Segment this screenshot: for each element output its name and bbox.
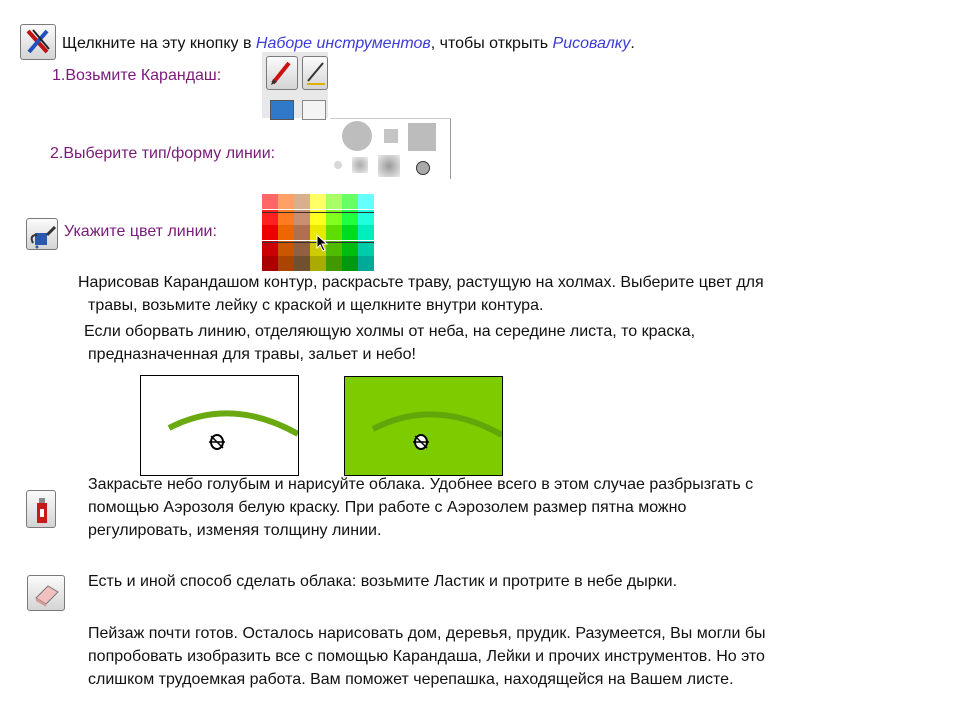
- color-swatch[interactable]: [326, 194, 342, 209]
- shape-soft-square-large[interactable]: [378, 155, 400, 177]
- fill-tool-button[interactable]: [26, 218, 58, 250]
- color-swatch[interactable]: [294, 194, 310, 209]
- color-swatch[interactable]: [294, 256, 310, 271]
- step-2-label: 2.Выберите тип/форму линии:: [50, 145, 276, 162]
- color-swatch[interactable]: [342, 256, 358, 271]
- spray-can-icon: [29, 493, 55, 527]
- shape-selected-circle[interactable]: [416, 161, 430, 175]
- shape-soft-dot[interactable]: [334, 161, 342, 169]
- color-swatch[interactable]: [342, 241, 358, 256]
- paragraph-finish: Пейзаж почти готов. Осталось нарисовать дом, деревья, прудик. Разумеется, Вы могли бы попробовать изобразить все с помощью Карандаша, Лейки и прочих инструментов. Но это слишком трудоемкая работа. Вам поможет черепашка, находящейся на Вашем листе.: [88, 625, 766, 688]
- turtle-icon: [209, 435, 225, 449]
- color-swatch[interactable]: [278, 194, 294, 209]
- tool-button[interactable]: [302, 100, 326, 120]
- watering-can-icon: [29, 221, 57, 249]
- pencil-icon: [269, 59, 295, 87]
- intro-text: Щелкните на эту кнопку в Наборе инструментов, чтобы открыть Рисовалку.: [62, 35, 635, 52]
- hill-line-flooded: [345, 377, 502, 475]
- color-swatch[interactable]: [294, 225, 310, 240]
- mouse-cursor-icon: [316, 234, 330, 252]
- color-swatch[interactable]: [262, 256, 278, 271]
- color-swatch[interactable]: [342, 225, 358, 240]
- spray-tool-button[interactable]: [26, 490, 56, 528]
- pen-icon: [305, 59, 327, 87]
- toolset-link: Наборе инструментов: [255, 35, 431, 52]
- color-swatch[interactable]: [278, 225, 294, 240]
- turtle-icon: [413, 435, 429, 449]
- paragraph-pencil-outline: Нарисовав Карандашом контур, раскрасьте траву, растущую на холмах. Выберите цвет для травы, возьмите лейку с краской и щелкните внутри контура.: [78, 274, 764, 314]
- paragraph-spray: Закрасьте небо голубым и нарисуйте облака. Удобнее всего в этом случае разбрызгать с помощью Аэрозоля белую краску. При работе с Аэрозолем размер пятна можно регулировать, изменяя толщину линии.: [88, 476, 754, 539]
- color-swatch[interactable]: [262, 241, 278, 256]
- color-swatch[interactable]: [278, 256, 294, 271]
- shape-large-circle[interactable]: [342, 121, 372, 151]
- color-swatch[interactable]: [358, 256, 374, 271]
- step-3-label: Укажите цвет линии:: [64, 223, 217, 240]
- paint-app-button[interactable]: [20, 24, 56, 60]
- step-1-label: 1.Возьмите Карандаш:: [52, 67, 222, 84]
- example-green-sheet: [344, 376, 503, 476]
- color-swatch[interactable]: [326, 256, 342, 271]
- color-swatch[interactable]: [310, 256, 326, 271]
- color-swatch[interactable]: [294, 241, 310, 256]
- pencil-tool-panel: [262, 52, 328, 118]
- paint-app-link: Рисовалку: [552, 35, 631, 52]
- color-swatch[interactable]: [358, 241, 374, 256]
- color-swatch[interactable]: [262, 225, 278, 240]
- paragraph-eraser: Есть и иной способ сделать облака: возьмите Ластик и протрите в небе дырки.: [88, 573, 678, 590]
- shape-large-square[interactable]: [408, 123, 436, 151]
- pencil-tool-button[interactable]: [266, 56, 298, 90]
- shape-small-square[interactable]: [384, 129, 398, 143]
- eraser-icon: [30, 578, 64, 610]
- hill-line-drawing: [141, 376, 298, 475]
- blue-tool-button[interactable]: [270, 100, 294, 120]
- paragraph-broken-line: Если оборвать линию, отделяющую холмы от неба, на середине листа, то краска, предназначенная для травы, зальет и небо!: [84, 323, 696, 363]
- color-swatch[interactable]: [262, 194, 278, 209]
- color-swatch[interactable]: [342, 194, 358, 209]
- draw-tool-button[interactable]: [302, 56, 328, 90]
- eraser-tool-button[interactable]: [27, 575, 65, 611]
- brushes-icon: [23, 27, 53, 57]
- palette-divider: [262, 212, 374, 213]
- shape-soft-square-small[interactable]: [352, 157, 368, 173]
- color-swatch[interactable]: [278, 241, 294, 256]
- color-swatch[interactable]: [310, 194, 326, 209]
- color-swatch[interactable]: [358, 225, 374, 240]
- example-white-sheet: [140, 375, 299, 476]
- line-shape-panel: [330, 118, 451, 179]
- color-swatch[interactable]: [358, 194, 374, 209]
- color-palette: [262, 194, 374, 272]
